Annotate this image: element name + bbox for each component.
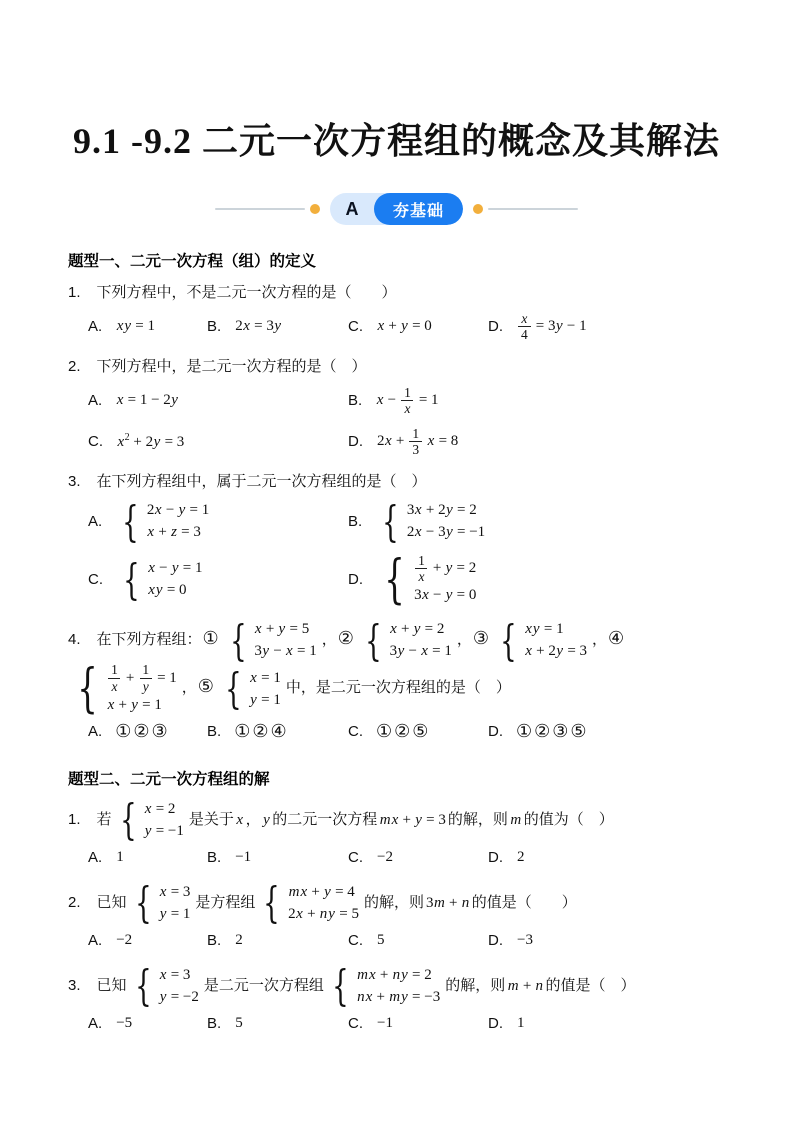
system-equation (248, 690, 283, 711)
system-equation (142, 821, 186, 842)
math-expression: mx + y = 3 (379, 811, 446, 828)
option-label: A. (88, 1015, 103, 1033)
option (348, 426, 730, 457)
left-brace-icon: { (331, 961, 349, 1011)
text-run: 在下列方程组： (96, 632, 202, 649)
system-equation (355, 965, 443, 986)
option-label: D. (488, 723, 503, 741)
equation-system (360, 615, 454, 665)
equation-system (71, 659, 179, 720)
math-expression: 5 (235, 1015, 243, 1032)
question (68, 355, 730, 380)
system-equation (523, 641, 589, 662)
math-expression: −3 (517, 932, 533, 949)
math-expression: x − (376, 392, 397, 409)
option (207, 847, 348, 869)
fraction: $\frac{1}{x}$ (401, 385, 414, 416)
math-expression: x + z = 3 (147, 524, 201, 541)
left-brace-icon: { (500, 615, 517, 665)
option-label: C. (88, 433, 103, 451)
option-label: C. (348, 318, 363, 336)
worksheet-body (68, 249, 730, 1034)
question-number: 2. (68, 358, 81, 376)
text-run: ， (245, 811, 261, 828)
left-brace-icon: { (119, 795, 137, 845)
text-run: 的解，则 (445, 977, 506, 994)
system-equation (157, 882, 192, 903)
math-expression: y = 1 (159, 905, 191, 922)
question-number: 4. (68, 631, 81, 649)
fraction: $\frac{1}{x}$ (108, 662, 121, 693)
option-label: A. (88, 513, 103, 531)
math-expression: = 3y − 1 (535, 318, 587, 335)
text-run: 的解，则 (363, 894, 424, 911)
math-expression: x + y = 1 (107, 696, 162, 713)
equation-system (118, 554, 205, 604)
text-run: 已知 (96, 977, 127, 994)
equation-system (130, 878, 193, 928)
option (88, 496, 348, 546)
equation-system (495, 615, 589, 665)
math-expression: x = 3 (159, 966, 191, 983)
math-expression: −2 (116, 932, 133, 949)
option (207, 1013, 348, 1035)
left-brace-icon: { (382, 496, 399, 546)
option (88, 311, 207, 342)
divider-line-left (215, 208, 305, 210)
page-title: 9.1 -9.2 二元一次方程组的概念及其解法 (73, 121, 720, 162)
text-run: 的二元一次方程 (272, 811, 378, 828)
math-expression: x = 1 − 2y (116, 392, 178, 409)
left-brace-icon: { (229, 615, 247, 665)
question (68, 470, 730, 495)
option-label: C. (348, 723, 363, 741)
question (68, 961, 730, 1011)
math-expression: x + y = 2 (390, 621, 445, 638)
question (68, 795, 730, 845)
option (488, 1013, 730, 1035)
math-expression: y (263, 811, 270, 828)
math-expression: xy = 0 (148, 582, 187, 599)
math-expression: x + y = 5 (254, 621, 310, 638)
question-section (68, 249, 730, 742)
system-equation (157, 965, 201, 986)
option-label: A. (88, 318, 103, 336)
system-equation (523, 619, 589, 640)
math-expression: 2x = 3y (235, 318, 281, 335)
option-label: A. (88, 723, 103, 741)
equation-system (130, 961, 201, 1011)
option-label: C. (348, 849, 363, 867)
math-expression: y = −2 (159, 988, 199, 1005)
option-label: A. (88, 392, 103, 410)
system-equation (286, 904, 361, 925)
equation-system (327, 961, 442, 1011)
question (68, 281, 730, 306)
question-section (68, 767, 730, 1035)
math-expression: x = 8 (427, 433, 459, 450)
math-expression: x + 2y = 3 (525, 643, 588, 660)
option (348, 496, 730, 546)
option (88, 1013, 207, 1035)
text-run: 下列方程中，是二元一次方程的是（ ） (96, 359, 367, 376)
option (348, 1013, 488, 1035)
system-equation (105, 662, 179, 693)
math-expression: 3y − x = 1 (389, 643, 452, 660)
text-run: 是关于 (188, 811, 234, 828)
option (488, 930, 730, 952)
math-expression: x = 2 (144, 800, 176, 817)
equation-system (377, 496, 487, 546)
option-label: A. (88, 932, 103, 950)
option (88, 553, 348, 606)
fraction: $\frac{1}{3}$ (409, 426, 422, 457)
left-brace-icon: { (263, 878, 281, 928)
system-equation (388, 641, 454, 662)
circled-numbers: ①②⑤ (376, 721, 431, 743)
fraction: $\frac{x}{4}$ (518, 311, 531, 342)
text-run: ， (321, 632, 337, 649)
math-expression: xy = 1 (116, 318, 155, 335)
equation-system (115, 795, 186, 845)
question-number: 2. (68, 893, 81, 911)
system-equation (286, 882, 361, 903)
math-expression: x − y = 1 (148, 560, 203, 577)
system-equation (252, 641, 318, 662)
option-label: B. (348, 392, 363, 410)
math-expression: 2x + ny = 5 (288, 905, 359, 922)
option-label: D. (348, 571, 363, 589)
system-equation (145, 500, 211, 521)
option (348, 549, 730, 610)
text-run: 是二元一次方程组 (203, 977, 324, 994)
left-brace-icon: { (122, 496, 139, 546)
math-expression: + y = 2 (432, 560, 477, 577)
option-label: D. (488, 932, 503, 950)
system-equation (405, 522, 487, 543)
options-row (68, 930, 730, 952)
divider-line-right (488, 208, 578, 210)
system-equation (252, 619, 318, 640)
option-label: C. (348, 1015, 363, 1033)
text-run: ， (456, 632, 472, 649)
equation-system (220, 664, 283, 714)
question (68, 615, 730, 720)
option-label: D. (488, 1015, 503, 1033)
left-brace-icon: { (77, 659, 98, 720)
option (207, 930, 348, 952)
system-equation (157, 987, 201, 1008)
math-expression: y = −1 (144, 822, 184, 839)
math-expression: −1 (235, 849, 252, 866)
math-expression: −1 (377, 1015, 393, 1032)
fraction: $\frac{1}{x}$ (415, 553, 428, 584)
option (207, 311, 348, 342)
system-equation (145, 522, 211, 543)
options-row (68, 1013, 730, 1035)
option (88, 385, 348, 416)
option (88, 426, 348, 457)
math-expression: 1 (517, 1015, 525, 1032)
math-expression: x (236, 811, 244, 828)
circled-numbers: ④ (608, 628, 627, 650)
system-equation (388, 619, 454, 640)
option (488, 721, 730, 743)
math-expression: 2x + (377, 433, 405, 450)
left-brace-icon: { (123, 554, 140, 604)
math-expression: nx + my = −3 (357, 988, 441, 1005)
option (88, 721, 207, 743)
option (348, 930, 488, 952)
left-brace-icon: { (364, 615, 382, 665)
math-expression: 2x − y = 1 (146, 502, 210, 519)
text-run: 的解，则 (447, 811, 508, 828)
orange-dot-left-icon (310, 204, 320, 214)
question-number: 3. (68, 473, 81, 491)
math-expression: 3x − y = 0 (414, 587, 477, 604)
option (488, 847, 730, 869)
option-label: D. (488, 849, 503, 867)
math-expression: 3y − x = 1 (254, 643, 317, 660)
circled-numbers: ② (337, 628, 356, 650)
text-run: 在下列方程组中，属于二元一次方程组的是（ ） (96, 474, 427, 491)
math-expression: + (125, 669, 135, 686)
system-equation (142, 799, 186, 820)
text-run: 下列方程中，不是二元一次方程的是（ ） (96, 285, 397, 302)
text-run: 已知 (96, 894, 127, 911)
option (348, 721, 488, 743)
system-equation (146, 580, 205, 601)
text-run: 若 (96, 811, 112, 828)
math-expression: x = 1 (250, 669, 281, 686)
system-equation (412, 585, 478, 606)
math-expression: 2 (235, 932, 243, 949)
options-row (68, 385, 730, 457)
equation-system (378, 549, 478, 610)
left-brace-icon: { (134, 961, 152, 1011)
circled-numbers: ⑤ (197, 676, 216, 698)
math-expression: −5 (116, 1015, 133, 1032)
circled-numbers: ③ (472, 628, 492, 650)
system-equation (405, 500, 487, 521)
math-expression: = 1 (418, 392, 439, 409)
math-expression: 2x − 3y = −1 (406, 524, 486, 541)
option-label: C. (88, 571, 103, 589)
option-label: D. (348, 433, 363, 451)
left-brace-icon: { (134, 878, 152, 928)
math-expression: 2 (517, 849, 525, 866)
option (88, 930, 207, 952)
orange-dot-right-icon (473, 204, 483, 214)
level-badge-row (0, 193, 793, 225)
math-expression: m (510, 811, 522, 828)
level-letter: A (345, 198, 359, 219)
option (488, 311, 730, 342)
system-equation (248, 668, 283, 689)
math-expression: $x^2 + 2y = 3$ (117, 432, 185, 451)
left-brace-icon: { (225, 664, 242, 714)
question-number: 3. (68, 976, 81, 994)
math-expression: 3x + 2y = 2 (406, 502, 477, 519)
options-row (68, 721, 730, 743)
system-equation (105, 695, 179, 716)
circled-numbers: ①②③⑤ (516, 721, 589, 743)
question (68, 878, 730, 928)
text-run: ， (181, 680, 197, 697)
level-label: 夯基础 (374, 193, 463, 225)
circled-numbers: ①②④ (234, 721, 289, 743)
math-expression: −2 (377, 849, 393, 866)
math-expression: m + n (507, 977, 544, 994)
option-label: B. (207, 932, 222, 950)
options-row (68, 847, 730, 869)
text-run: ， (592, 632, 608, 649)
math-expression: x + y = 0 (377, 318, 432, 335)
option-label: B. (207, 318, 222, 336)
math-expression: = 1 (157, 669, 177, 686)
math-expression: x = 3 (159, 883, 191, 900)
option (88, 847, 207, 869)
option-label: B. (207, 1015, 222, 1033)
option-label: B. (207, 849, 222, 867)
option-label: A. (88, 849, 103, 867)
left-brace-icon: { (384, 549, 405, 610)
equation-system (258, 878, 361, 928)
math-expression: 1 (116, 849, 124, 866)
option (207, 721, 348, 743)
section-heading: 题型二、二元一次方程组的解 (68, 770, 270, 788)
text-run: 的值为（ ） (523, 811, 614, 828)
option-label: B. (348, 513, 363, 531)
option (348, 385, 730, 416)
options-row (68, 496, 730, 610)
option-label: D. (488, 318, 503, 336)
math-expression: mx + y = 4 (288, 883, 355, 900)
system-equation (412, 553, 478, 584)
circled-numbers: ①②③ (115, 721, 170, 743)
question-number: 1. (68, 284, 81, 302)
equation-system (225, 615, 319, 665)
circled-numbers: ① (202, 628, 221, 650)
text-run: 是方程组 (195, 894, 256, 911)
system-equation (157, 904, 192, 925)
system-equation (355, 987, 443, 1008)
option (348, 311, 488, 342)
section-heading: 题型一、二元一次方程（组）的定义 (68, 253, 317, 271)
system-equation (146, 558, 205, 579)
level-badge (330, 193, 463, 225)
math-expression: xy = 1 (525, 621, 564, 638)
option-label: B. (207, 723, 222, 741)
fraction: $\frac{1}{y}$ (139, 662, 152, 693)
math-expression: mx + ny = 2 (357, 966, 432, 983)
math-expression: y = 1 (250, 691, 281, 708)
option-label: C. (348, 932, 363, 950)
text-run: 的值是（ ） (471, 894, 577, 911)
options-row (68, 311, 730, 342)
question-number: 1. (68, 810, 81, 828)
math-expression: 3m + n (425, 894, 470, 911)
text-run: 的值是（ ） (545, 977, 636, 994)
option (348, 847, 488, 869)
math-expression: 5 (377, 932, 385, 949)
text-run: 中，是二元一次方程组的是（ ） (285, 680, 511, 697)
equation-system (117, 496, 211, 546)
